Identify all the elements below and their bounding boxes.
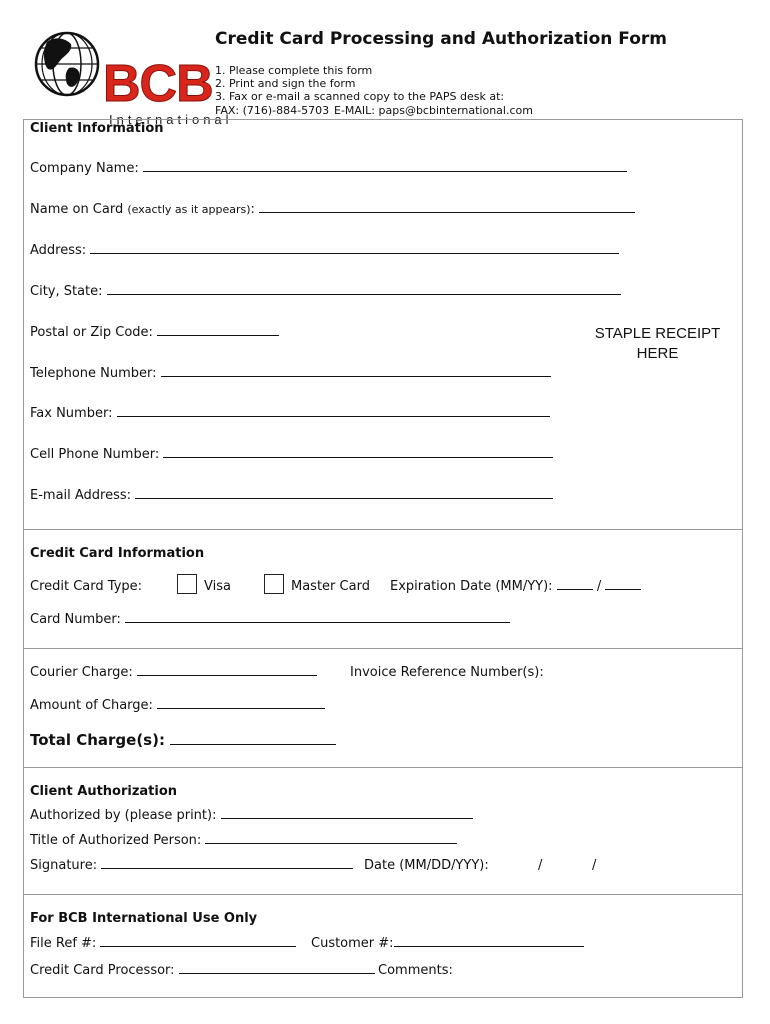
card-number-field[interactable] xyxy=(30,612,510,627)
address-label: Address: xyxy=(30,243,87,258)
staple-receipt-note xyxy=(585,324,730,364)
visa-label: Visa xyxy=(204,579,231,594)
card-processor-field[interactable] xyxy=(30,963,375,978)
email-address-line[interactable] xyxy=(135,497,553,499)
signature-date-label: Date (MM/DD/YYY): xyxy=(364,858,489,873)
fax-number-line[interactable] xyxy=(117,415,550,417)
authorized-by-line[interactable] xyxy=(221,817,473,819)
company-name-line[interactable] xyxy=(143,170,627,172)
amount-of-charge-label: Amount of Charge: xyxy=(30,698,153,713)
signature-label: Signature: xyxy=(30,858,98,873)
postal-code-line[interactable] xyxy=(157,334,279,336)
customer-number-line[interactable] xyxy=(394,945,584,947)
total-charges-label: Total Charge(s): xyxy=(30,731,165,749)
authorized-by-label: Authorized by (please print): xyxy=(30,808,217,823)
brand-subtitle: International xyxy=(109,112,233,127)
name-on-card-note: (exactly as it appears) xyxy=(127,203,251,216)
card-processor-line[interactable] xyxy=(179,972,375,974)
courier-charge-label: Courier Charge: xyxy=(30,665,133,680)
telephone-field[interactable] xyxy=(30,366,551,381)
visa-checkbox[interactable] xyxy=(177,574,197,594)
date-separator-2: / xyxy=(592,858,597,873)
city-state-line[interactable] xyxy=(107,293,621,295)
telephone-line[interactable] xyxy=(161,375,551,377)
instruction-2: 2. Print and sign the form xyxy=(215,77,356,90)
expiration-year-line[interactable] xyxy=(605,588,641,590)
name-on-card-colon: : xyxy=(250,202,255,217)
expiration-separator: / xyxy=(596,579,602,594)
customer-number-field[interactable] xyxy=(311,936,584,951)
client-authorization-heading: Client Authorization xyxy=(30,784,178,799)
file-ref-field[interactable] xyxy=(30,936,296,951)
card-number-label: Card Number: xyxy=(30,612,121,627)
cell-phone-line[interactable] xyxy=(163,456,553,458)
cell-phone-label: Cell Phone Number: xyxy=(30,447,160,462)
authorized-person-title-field[interactable] xyxy=(30,833,457,848)
credit-card-information-heading: Credit Card Information xyxy=(30,546,205,561)
total-charges-field[interactable] xyxy=(30,731,336,749)
name-on-card-label: Name on Card xyxy=(30,202,124,217)
authorized-person-title-line[interactable] xyxy=(205,842,457,844)
comments-label: Comments: xyxy=(378,963,453,978)
cell-phone-field[interactable] xyxy=(30,447,553,462)
internal-use-heading: For BCB International Use Only xyxy=(30,911,258,926)
fax-contact: FAX: (716)-884-5703 xyxy=(215,104,330,117)
company-logo xyxy=(33,28,233,127)
authorized-person-title-label: Title of Authorized Person: xyxy=(30,833,202,848)
form-title: Credit Card Processing and Authorization Form xyxy=(215,29,667,49)
fax-number-label: Fax Number: xyxy=(30,406,113,421)
fax-number-field[interactable] xyxy=(30,406,550,421)
total-charges-line[interactable] xyxy=(170,743,336,745)
card-processor-label: Credit Card Processor: xyxy=(30,963,175,978)
amount-of-charge-line[interactable] xyxy=(157,707,325,709)
expiration-date-field[interactable] xyxy=(390,579,641,594)
postal-code-label: Postal or Zip Code: xyxy=(30,325,153,340)
telephone-label: Telephone Number: xyxy=(30,366,157,381)
expiration-date-label: Expiration Date (MM/YY): xyxy=(390,579,553,594)
courier-charge-line[interactable] xyxy=(137,674,317,676)
mastercard-checkbox[interactable] xyxy=(264,574,284,594)
postal-code-field[interactable] xyxy=(30,325,279,340)
city-state-label: City, State: xyxy=(30,284,103,299)
credit-card-type-label: Credit Card Type: xyxy=(30,579,143,594)
signature-line[interactable] xyxy=(101,867,353,869)
date-separator-1: / xyxy=(538,858,543,873)
address-field[interactable] xyxy=(30,243,619,258)
staple-receipt-line-1: STAPLE RECEIPT xyxy=(594,325,721,342)
brand-name: BCB xyxy=(103,55,213,113)
email-address-field[interactable] xyxy=(30,488,553,503)
customer-number-label: Customer #: xyxy=(311,936,394,951)
card-number-line[interactable] xyxy=(125,621,510,623)
signature-field[interactable] xyxy=(30,858,353,873)
courier-charge-field[interactable] xyxy=(30,665,317,680)
company-name-field[interactable] xyxy=(30,161,627,176)
company-name-label: Company Name: xyxy=(30,161,139,176)
staple-receipt-line-2: HERE xyxy=(636,345,679,362)
file-ref-label: File Ref #: xyxy=(30,936,97,951)
city-state-field[interactable] xyxy=(30,284,621,299)
mastercard-label: Master Card xyxy=(291,579,370,594)
name-on-card-line[interactable] xyxy=(259,211,635,213)
invoice-reference-label: Invoice Reference Number(s): xyxy=(350,665,544,680)
authorized-by-field[interactable] xyxy=(30,808,473,823)
amount-of-charge-field[interactable] xyxy=(30,698,325,713)
instruction-3: 3. Fax or e-mail a scanned copy to the PAPS desk at: xyxy=(215,90,505,103)
instruction-1: 1. Please complete this form xyxy=(215,64,373,77)
address-line[interactable] xyxy=(90,252,619,254)
expiration-month-line[interactable] xyxy=(557,588,593,590)
email-contact: E-MAIL: paps@bcbinternational.com xyxy=(334,104,533,117)
globe-icon xyxy=(33,28,103,102)
file-ref-line[interactable] xyxy=(100,945,296,947)
name-on-card-field[interactable] xyxy=(30,202,635,217)
client-information-heading: Client Information xyxy=(30,121,164,136)
email-address-label: E-mail Address: xyxy=(30,488,132,503)
